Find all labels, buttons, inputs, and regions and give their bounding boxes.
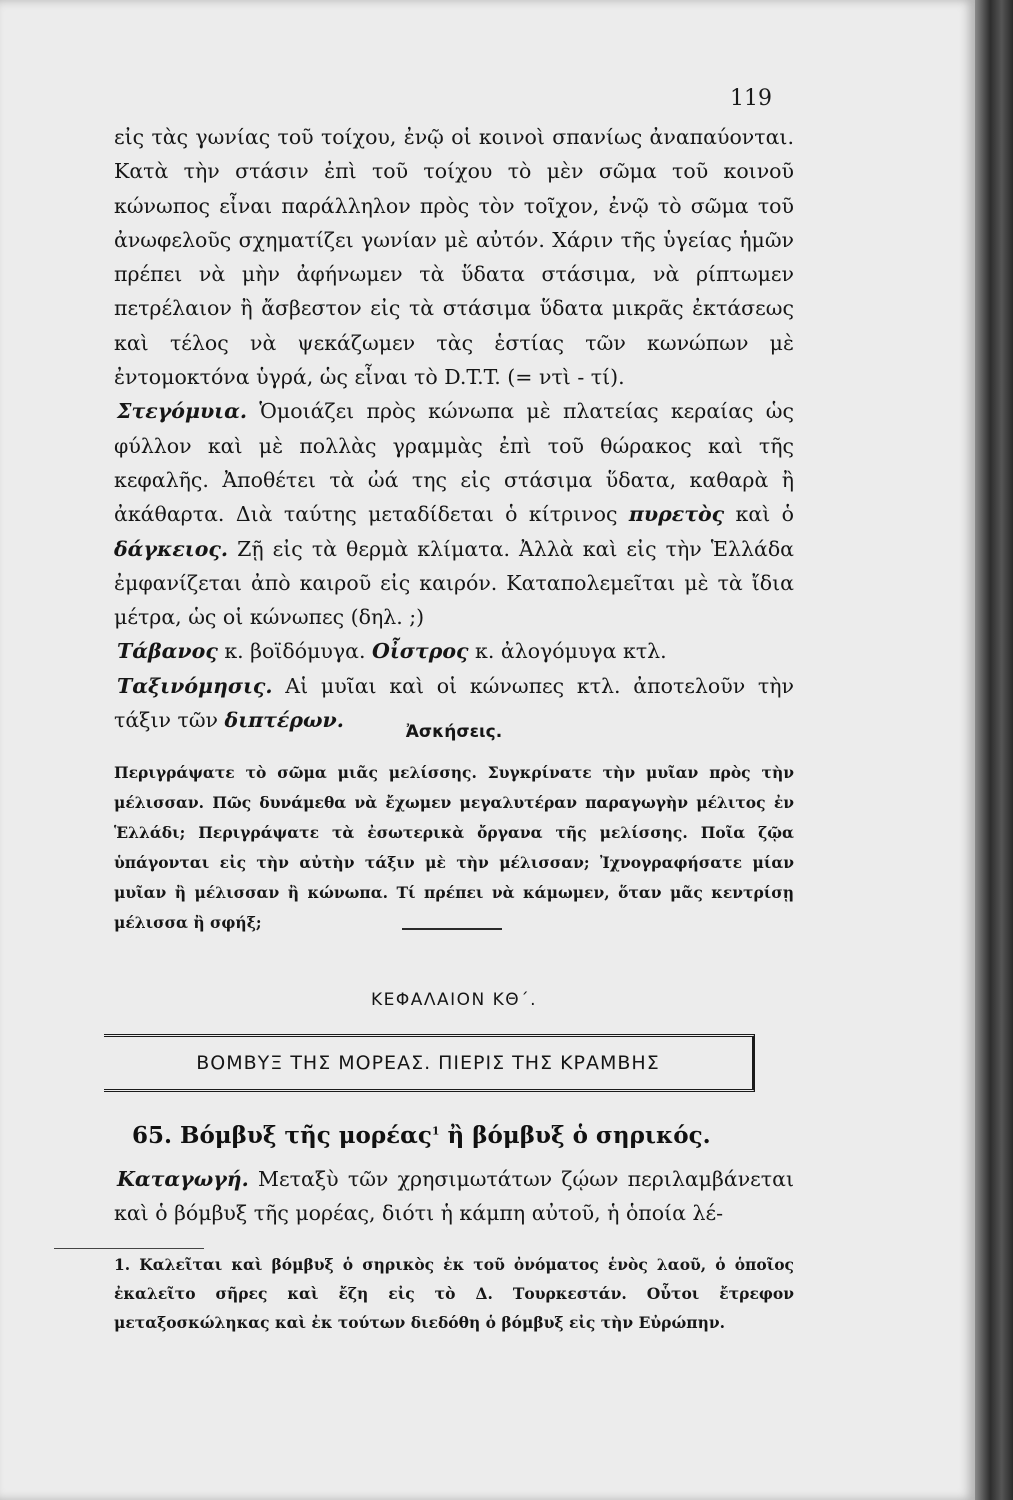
section-divider	[402, 928, 502, 930]
oestrus-text: κ. ἀλογόμυγα κτλ.	[468, 639, 667, 664]
section-heading-tail: ἢ βόμβυξ ὁ σηρικός.	[439, 1122, 711, 1149]
tabanus-text: κ. βοϊδόμυγα.	[217, 639, 373, 664]
section-body	[114, 1162, 794, 1231]
term-origin: Καταγωγή.	[117, 1167, 249, 1191]
term-diptera: διπτέρων.	[224, 708, 344, 733]
paragraph-origin	[114, 1162, 794, 1231]
paragraph-mosquito-measures: εἰς τὰς γωνίας τοῦ τοίχου, ἐνῷ οἱ κοινοὶ σπανίως ἀναπαύονται. Κατὰ τὴν στάσιν ἐπὶ τοῦ τοίχου τὸ μὲν σῶμα τοῦ κοινοῦ κώνωπος εἶναι παράλληλον πρὸς τὸν τοῖχον, ἐνῷ τὸ σῶμα τοῦ ἀνωφελοῦς σχηματίζει γωνίαν μὲ αὐτόν. Χάριν τῆς ὑγείας ἡμῶν πρέπει νὰ μὴν ἀφήνωμεν τὰ ὕδατα στάσιμα, νὰ ρίπτωμεν πετρέλαιον ἢ ἄσβεστον εἰς τὰ στάσιμα ὕδατα μικρᾶς ἐκτάσεως καὶ τέλος νὰ ψεκάζωμεν τὰς ἑστίας τῶν κωνώπων μὲ ἐντομοκτόνα ὑγρά, ὡς εἶναι τὸ D.T.T. (= ντὶ - τί).	[114, 125, 794, 390]
stegomyia-text-1: Ὁμοιάζει πρὸς κώνωπα μὲ πλατείας κεραίας ὡς φύλλον καὶ μὲ πολλὰς γραμμὰς ἐπὶ τοῦ θώρακος καὶ τῆς κεφαλῆς. Ἀποθέτει τὰ ὠά της εἰς στάσιμα ὕδατα, καθαρὰ ἢ ἀκάθαρτα. Διὰ ταύτης μεταδίδεται ὁ κίτρινος	[114, 399, 794, 527]
section-heading	[132, 1122, 812, 1149]
term-tabanus: Τάβανος	[117, 639, 218, 664]
footnote-text: 1. Καλεῖται καὶ βόμβυξ ὁ σηρικὸς ἐκ τοῦ ὀνόματος ἑνὸς λαοῦ, ὁ ὁποῖος ἐκαλεῖτο σῆρες καὶ ἔζη εἰς τὸ Δ. Τουρκεστάν. Οὗτοι ἔτρεφον μεταξοσκώληκας καὶ ἐκ τούτων διεδόθη ὁ βόμβυξ εἰς τὴν Εὐρώπην.	[114, 1255, 794, 1332]
term-stegomyia: Στεγόμυια.	[117, 399, 248, 424]
main-text	[114, 120, 794, 737]
stegomyia-text-2: καὶ ὁ	[724, 502, 794, 527]
exercises-text-block	[114, 758, 794, 938]
paragraph-stegomyia	[114, 394, 794, 634]
exercises-text: Περιγράψατε τὸ σῶμα μιᾶς μελίσσης. Συγκρίνατε τὴν μυῖαν πρὸς τὴν μέλισσαν. Πῶς δυνάμεθα νὰ ἔχωμεν μεγαλυτέραν παραγωγὴν μέλιτος ἐν Ἑλλάδι; Περιγράψατε τὰ ἐσωτερικὰ ὄργανα τῆς μελίσσης. Ποῖα ζῷα ὑπάγονται εἰς τὴν αὐτὴν τάξιν μὲ τὴν μέλισσαν; Ἰχνογραφήσατε μίαν μυῖαν ἢ μέλισσαν ἢ κώνωπα. Τί πρέπει νὰ κάμωμεν, ὅταν μᾶς κεντρίσῃ μέλισσα ἢ σφήξ;	[114, 763, 794, 932]
footnote-block	[114, 1250, 794, 1337]
exercises-heading: Ἀσκήσεις.	[405, 722, 503, 742]
book-edge	[975, 0, 1013, 1500]
footnote-mark: 1	[431, 1124, 440, 1138]
page-number: 119	[730, 86, 772, 111]
chapter-title: ΚΕΦΑΛΑΙΟΝ ΚΘ΄.	[370, 990, 538, 1010]
origin-text: Μεταξὺ τῶν χρησιμωτάτων ζῴων περιλαμβάνεται καὶ ὁ βόμβυξ τῆς μορέας, διότι ἡ κάμπη αὐτοῦ, ἡ ὁποία λέ-	[114, 1167, 794, 1226]
term-oestrus: Οἶστρος	[372, 639, 469, 664]
section-heading-text: 65. Βόμβυξ τῆς μορέας	[132, 1122, 432, 1149]
chapter-subtitle: ΒΟΜΒΥΞ ΤΗΣ ΜΟΡΕΑΣ. ΠΙΕΡΙΣ ΤΗΣ ΚΡΑΜΒΗΣ	[196, 1052, 660, 1074]
term-taxonomy: Ταξινόμησις.	[117, 673, 273, 698]
stegomyia-text-3: Ζῇ εἰς τὰ θερμὰ κλίματα. Ἀλλὰ καὶ εἰς τὴν Ἑλλάδα ἐμφανίζεται ἀπὸ καιροῦ εἰς καιρόν. Καταπολεμεῖται μὲ τὰ ἴδια μέτρα, ὡς οἱ κώνωπες (δηλ. ;)	[114, 536, 794, 630]
term-yellow-fever: πυρετὸς	[628, 502, 725, 527]
chapter-subtitle-box	[104, 1034, 755, 1092]
paragraph-tabanus	[114, 634, 794, 668]
term-dengue: δάγκειος.	[114, 536, 229, 561]
taxonomy-text: Αἱ μυῖαι καὶ οἱ κώνωπες κτλ. ἀποτελοῦν τὴν τάξιν τῶν	[114, 673, 794, 733]
footnote-rule	[54, 1248, 204, 1249]
